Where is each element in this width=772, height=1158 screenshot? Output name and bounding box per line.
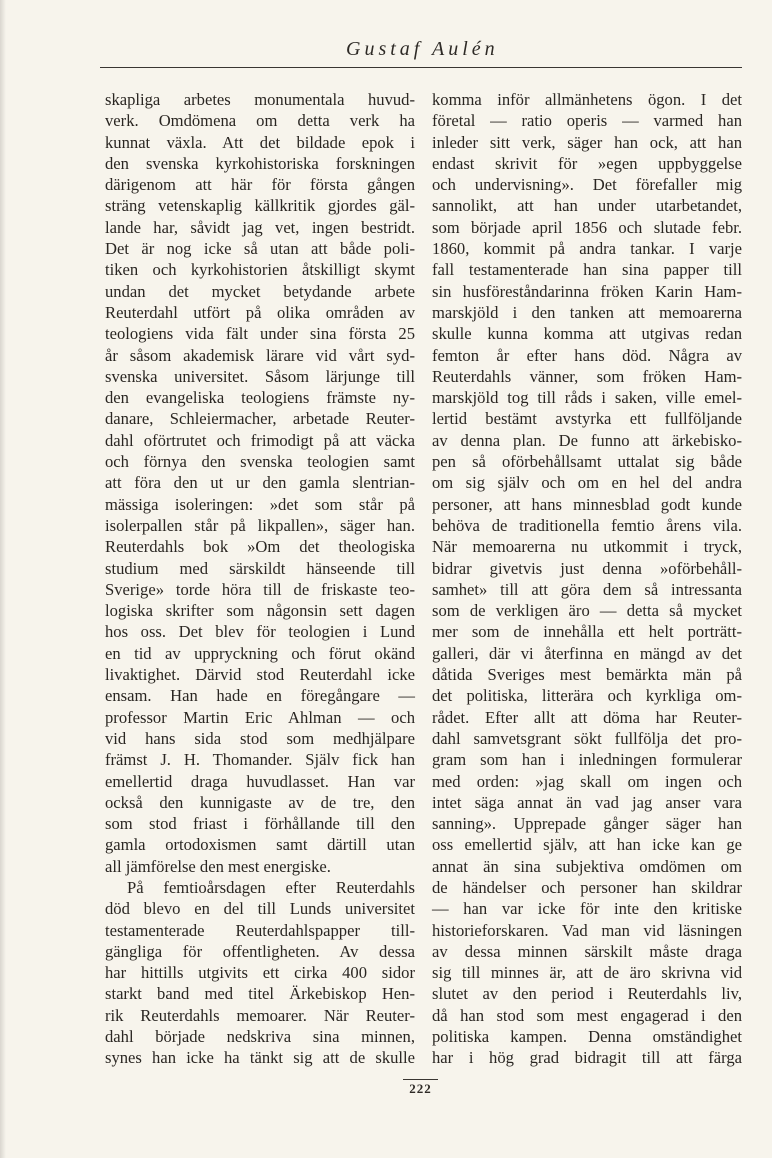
text-line: dahl oförtrutet och frimodigt på att väcka [105,430,415,450]
text-line: sin husföreståndarinna fröken Karin Ham- [432,281,742,301]
text-line: komma inför allmänhetens ögon. I det [432,90,742,109]
text-line: all jämförelse den mest energiske. [105,856,331,876]
text-line: livaktighet. Därvid stod Reuterdahl icke [105,665,415,685]
text-line: det politiska, litterära och kyrkliga om- [432,686,742,706]
text-line: Sverige» torde höra till de friskaste teo- [105,579,415,599]
text-line: testamenterade Reuterdahlspapper till- [105,920,415,940]
text-line: har hittills utgivits ett cirka 400 sidor [105,963,415,983]
running-head: Gustaf Aulén [346,38,499,60]
text-line: På femtioårsdagen efter Reuterdahls [127,877,415,897]
text-line: vid hans sida stod som medhjälpare [105,728,415,748]
text-line: fall testamenterade han sina papper till [432,260,742,280]
text-line: Reuterdahl utfört på olika områden av [105,302,415,322]
text-line: galleri, där vi återfinna en mängd av det [432,643,742,663]
text-line: personer, att hans minnesblad godt kunde [432,494,742,514]
text-line: om sig själv och om en hel del andra [432,473,742,493]
text-line: Reuterdahls bok »Om det theologiska [105,537,415,557]
text-line: har i hög grad bidragit till att färga [432,1048,742,1068]
text-line: hos oss. Det blev för teologien i Lund [105,622,415,642]
text-line: undan det mycket betydande arbete [105,281,415,301]
text-line: som började april 1856 och slutade febr. [432,217,742,237]
text-line: svenska universitet. Såsom lärjunge till [105,366,415,386]
text-line: marskjöld i den tanken att memoarerna [432,302,742,322]
text-line: gängliga för offentligheten. Av dessa [105,941,415,961]
text-line: rik Reuterdahls memoarer. När Reuter- [105,1005,415,1025]
text-line: isolerpallen står på likpallen», säger han. [105,515,415,535]
text-line: av dessa minnen särskilt måste draga [432,941,742,961]
text-line: mer som de innehålla ett helt porträtt- [432,622,742,642]
text-line: logiska skrifter som någonsin sett dagen [105,601,415,621]
text-line: danare, Schleiermacher, arbetade Reuter- [105,409,415,429]
text-line: studium med särskildt hänseende till [105,558,415,578]
text-line: teologiens vida fält under sina första 25 [105,324,415,344]
text-line: den svenska kyrkohistoriska forskningen [105,153,415,173]
text-line: pen så oförbehållsamt uttalat sig både [432,452,742,472]
text-line: lertid bestämt avstyrka ett fullföljande [432,409,742,429]
text-line: ensam. Han hade en föregångare — [105,686,415,706]
text-line: kunnat växla. Att det bildade epok i [105,132,415,152]
text-line: skulle kunna komma att utgivas redan [432,324,742,344]
text-line: — han var icke för inte den kritiske [432,899,742,919]
text-line: och förnya den svenska teologien samt [105,452,415,472]
footer-rule [403,1079,438,1080]
text-line: lande har, såvidt jag vet, ingen bestridt. [105,217,415,237]
text-line: mässiga isoleringen: »det som står på [105,494,415,514]
text-line: främst J. H. Thomander. Själv fick han [105,750,415,770]
text-line: dahl samvetsgrant sökt fullfölja det pro- [432,728,742,748]
text-line: sannolikt, att han under utarbetandet, [432,196,742,216]
text-line: med orden: »jag skall om ingen och [432,771,742,791]
text-line: dåtida Sveriges mest bemärkta män på [432,665,742,685]
text-line: de händelser och personer han skildrar [432,877,742,897]
text-line: inleder sitt verk, säger han ock, att han [432,132,742,152]
text-line: år såsom akademisk lärare vid vårt syd- [105,345,415,365]
text-column-right [432,89,742,1069]
text-line: verk. Omdömena om detta verk ha [105,111,415,131]
text-line: företal — ratio operis — varmed han [432,111,742,131]
text-line: historieforskaren. Vad man vid läsningen [432,920,742,940]
text-line: och undervisning». Det förefaller mig [432,175,742,195]
text-line: femton år efter hans död. Några av [432,345,742,365]
text-line: synes han icke ha tänkt sig att de skulle [105,1048,415,1068]
text-line: behöva de traditionella femtio årens vila. [432,515,742,535]
text-line: 1860, kommit på andra tankar. I varje [432,239,742,259]
text-line: emellertid draga huvudlasset. Han var [105,771,415,791]
text-line: annat än sina subjektiva omdömen om [432,856,742,876]
text-line: sig till minnes är, att de äro skrivna vid [432,963,742,983]
text-line: Reuterdahls vänner, som fröken Ham- [432,366,742,386]
text-line: dahl började nedskriva sina minnen, [105,1027,415,1047]
text-line: oss emellertid själv, att han icke kan ge [432,835,742,855]
header-rule [100,67,742,68]
page-number: 222 [409,1081,432,1096]
text-line: sanning». Upprepade gånger säger han [432,814,742,834]
text-line: en tid av uppryckning och förut okänd [105,643,415,663]
text-line: som stod friast i förhållande till den [105,814,415,834]
text-line: starkt band med titel Ärkebiskop Hen- [105,984,415,1004]
text-line: därigenom att här för första gången [105,175,415,195]
text-column-left [105,89,415,1069]
text-line: slutet av den period i Reuterdahls liv, [432,984,742,1004]
text-line: då han stod som mest engagerad i den [432,1005,742,1025]
text-line: intet säga annat än vad jag anser vara [432,792,742,812]
text-line: Det är nog icke så utan att både poli- [105,239,415,259]
text-line: som de verkligen äro — detta så mycket [432,601,742,621]
text-line: också den kunnigaste av de tre, den [105,792,415,812]
text-line: av denna plan. De funno att ärkebisko- [432,430,742,450]
text-line: tiken och kyrkohistorien åtskilligt skymt [105,260,415,280]
text-line: sträng vetenskaplig källkritik gjordes gäl- [105,196,415,216]
text-line: samhet» till att göra dem så intressanta [432,579,742,599]
page-edge-shadow [0,0,6,1158]
text-line: marskjöld tog till råds i saken, ville emel- [432,388,742,408]
text-line: professor Martin Eric Ahlman — och [105,707,415,727]
text-line: bidrar givetvis just denna »oförbehåll- [432,558,742,578]
text-line: rådet. Efter allt att döma har Reuter- [432,707,742,727]
text-line: gram som han i inledningen formulerar [432,750,742,770]
text-line: gamla ortodoxismen samt därtill utan [105,835,415,855]
text-line: skapliga arbetes monumentala huvud- [105,90,415,109]
text-line: den evangeliska teologiens främste ny- [105,388,415,408]
text-line: politiska kampen. Denna omständighet [432,1027,742,1047]
text-line: död blevo en del till Lunds universitet [105,899,415,919]
text-line: endast skrivit för »egen uppbyggelse [432,153,742,173]
text-line: att föra den ut ur den gamla slentrian- [105,473,415,493]
text-line: När memoarerna nu utkommit i tryck, [432,537,742,557]
